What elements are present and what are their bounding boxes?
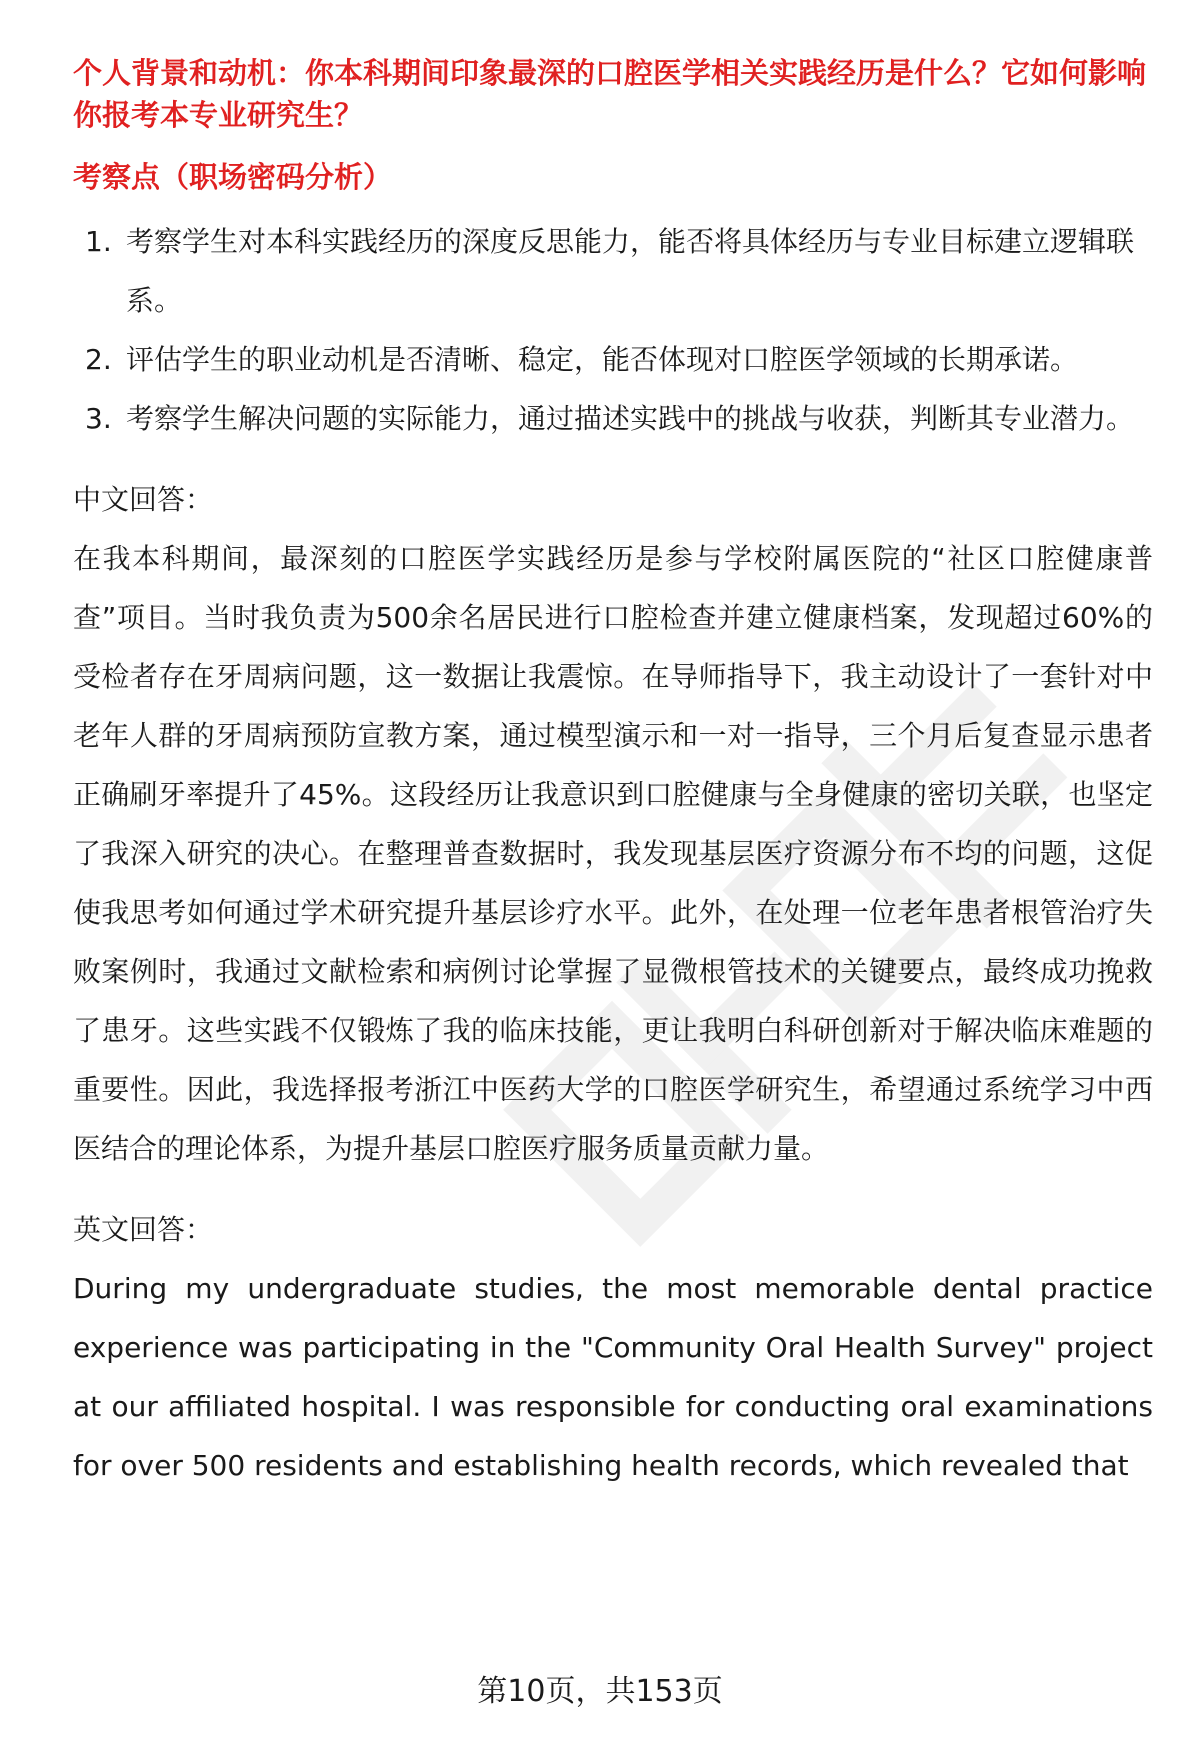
list-item-number: 3. — [85, 402, 112, 435]
list-item-text: 考察学生对本科实践经历的深度反思能力，能否将具体经历与专业目标建立逻辑联系。 — [126, 225, 1135, 317]
list-item-text: 评估学生的职业动机是否清晰、稳定，能否体现对口腔医学领域的长期承诺。 — [126, 343, 1079, 376]
chinese-answer-text: 在我本科期间，最深刻的口腔医学实践经历是参与学校附属医院的“社区口腔健康普查”项目。当时我负责为500余名居民进行口腔检查并建立健康档案，发现超过60%的受检者存在牙周病问题，这一数据让我震惊。在导师指导下，我主动设计了一套针对中老年人群的牙周病预防宣教方案，通过模型演示和一对一指导，三个月后复查显示患者正确刷牙率提升了45%。这段经历让我意识到口腔健康与全身健康的密切关联，也坚定了我深入研究的决心。在整理普查数据时，我发现基层医疗资源分布不均的问题，这促使我思考如何通过学术研究提升基层诊疗水平。此外，在处理一位老年患者根管治疗失败案例时，我通过文献检索和病例讨论掌握了显微根管技术的关键要点，最终成功挽救了患牙。这些实践不仅锻炼了我的临床技能，更让我明白科研创新对于解决临床难题的重要性。因此，我选择报考浙江中医药大学的口腔医学研究生，希望通过系统学习中西医结合的理论体系，为提升基层口腔医疗服务质量贡献力量。 — [73, 542, 1153, 1165]
list-item-number: 2. — [85, 343, 112, 376]
analysis-points-list — [73, 212, 1153, 448]
list-item — [73, 330, 1153, 389]
page-number-footer: 第10页，共153页 — [477, 1674, 723, 1709]
english-answer-label: 英文回答： — [73, 1213, 214, 1246]
chinese-answer-label: 中文回答： — [73, 483, 214, 516]
document-page — [73, 52, 1153, 1495]
analysis-heading: 考察点（职场密码分析） — [73, 160, 393, 194]
list-item-number: 1. — [85, 225, 112, 258]
english-answer-text: During my undergraduate studies, the most memorable dental practice experience was participating in the "Community Oral Health Survey" project at our affiliated hospital. I was responsible for conducting oral examinations for over 500 residents and establishing health records, which revealed that — [73, 1272, 1153, 1482]
question-title: 个人背景和动机：你本科期间印象最深的口腔医学相关实践经历是什么？它如何影响你报考本专业研究生？ — [73, 56, 1147, 132]
list-item — [73, 389, 1153, 448]
list-item — [73, 212, 1153, 330]
list-item-text: 考察学生解决问题的实际能力，通过描述实践中的挑战与收获，判断其专业潜力。 — [126, 402, 1135, 435]
